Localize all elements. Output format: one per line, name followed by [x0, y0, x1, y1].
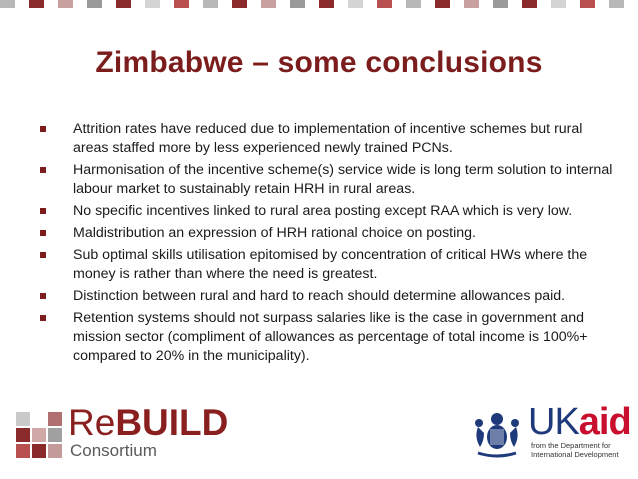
- border-segment: [87, 0, 102, 8]
- border-segment: [435, 0, 450, 8]
- border-segment: [580, 0, 595, 8]
- border-segment: [58, 0, 73, 8]
- ukaid-aid-text: aid: [578, 401, 631, 443]
- top-border-pattern: [0, 0, 638, 8]
- border-segment: [464, 0, 479, 8]
- border-segment: [203, 0, 218, 8]
- bullet-text: Harmonisation of the incentive scheme(s) service wide is long term solution to internal labour market to sustainably retain HRH in rural areas.: [73, 162, 613, 197]
- square-bullet-icon: [40, 208, 46, 214]
- bullet-item: [36, 246, 616, 284]
- border-segment: [566, 0, 581, 8]
- border-segment: [421, 0, 436, 8]
- border-segment: [624, 0, 638, 8]
- border-segment: [479, 0, 494, 8]
- bullet-text: No specific incentives linked to rural area posting except RAA which is very low.: [73, 203, 573, 219]
- border-segment: [319, 0, 334, 8]
- border-segment: [508, 0, 523, 8]
- border-segment: [363, 0, 378, 8]
- border-segment: [232, 0, 247, 8]
- border-segment: [348, 0, 363, 8]
- slide-title: Zimbabwe – some conclusions: [95, 46, 543, 79]
- bullet-item: [36, 120, 616, 158]
- border-segment: [276, 0, 291, 8]
- border-segment: [377, 0, 392, 8]
- border-segment: [522, 0, 537, 8]
- rebuild-grid-icon: [16, 412, 64, 460]
- square-bullet-icon: [40, 315, 46, 321]
- border-segment: [595, 0, 610, 8]
- border-segment: [73, 0, 88, 8]
- square-bullet-icon: [40, 293, 46, 299]
- border-segment: [218, 0, 233, 8]
- border-segment: [334, 0, 349, 8]
- border-segment: [145, 0, 160, 8]
- border-segment: [609, 0, 624, 8]
- square-bullet-icon: [40, 167, 46, 173]
- border-segment: [551, 0, 566, 8]
- border-segment: [131, 0, 146, 8]
- rebuild-consortium-logo: [16, 402, 229, 462]
- bullet-text: Distinction between rural and hard to reach should determine allowances paid.: [73, 288, 566, 304]
- bullet-item: [36, 202, 616, 221]
- border-segment: [174, 0, 189, 8]
- bullet-item: [36, 224, 616, 243]
- ukaid-uk-text: UK: [528, 401, 579, 443]
- bullet-item: [36, 309, 616, 366]
- bullet-text: Maldistribution an expression of HRH rational choice on posting.: [73, 225, 476, 241]
- rebuild-consortium-text: Consortium: [70, 441, 157, 460]
- bullet-item: [36, 287, 616, 306]
- royal-coat-of-arms-icon: [470, 407, 524, 461]
- border-segment: [450, 0, 465, 8]
- border-segment: [406, 0, 421, 8]
- square-bullet-icon: [40, 126, 46, 132]
- border-segment: [0, 0, 15, 8]
- border-segment: [392, 0, 407, 8]
- ukaid-subtitle: from the Department for International Development: [531, 441, 619, 459]
- border-segment: [305, 0, 320, 8]
- border-segment: [116, 0, 131, 8]
- border-segment: [102, 0, 117, 8]
- square-bullet-icon: [40, 230, 46, 236]
- border-segment: [44, 0, 59, 8]
- border-segment: [29, 0, 44, 8]
- ukaid-logo: [470, 401, 631, 465]
- border-segment: [537, 0, 552, 8]
- bullet-text: Retention systems should not surpass salaries like is the case in government and mission sector (compliment of allowances as percentage of total income is 100%+ compared to 20% in the municipality).: [73, 310, 588, 364]
- border-segment: [247, 0, 262, 8]
- square-bullet-icon: [40, 252, 46, 258]
- border-segment: [261, 0, 276, 8]
- border-segment: [189, 0, 204, 8]
- border-segment: [493, 0, 508, 8]
- border-segment: [160, 0, 175, 8]
- bullet-text: Sub optimal skills utilisation epitomised by concentration of critical HWs where the money is rather than where the need is greatest.: [73, 247, 588, 282]
- bullet-item: [36, 161, 616, 199]
- bullet-list: [36, 120, 616, 369]
- bullet-text: Attrition rates have reduced due to implementation of incentive schemes but rural areas staffed more by less experienced newly trained PCNs.: [73, 121, 583, 156]
- rebuild-build-text: BUILD: [115, 402, 229, 443]
- border-segment: [15, 0, 30, 8]
- border-segment: [290, 0, 305, 8]
- rebuild-re-text: Re: [68, 402, 116, 443]
